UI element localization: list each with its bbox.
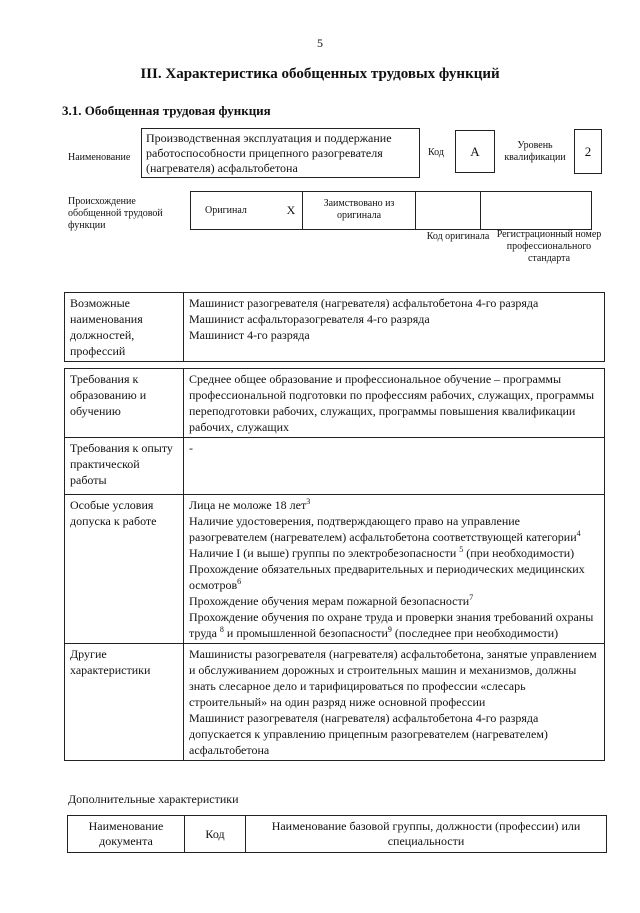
qualification-level-label: Уровень квалификации [504, 140, 566, 163]
special-line: и промышленной безопасности [223, 626, 388, 640]
origin-table [190, 191, 592, 230]
footnote-ref: 9 [387, 625, 392, 634]
additional-col-code: Код [185, 816, 246, 853]
origin-reg-cell [481, 192, 592, 230]
function-name-value: Производственная эксплуатация и поддержание работоспособности прицепного разогревателя (нагревателя) асфальтобетона [141, 128, 420, 178]
origin-reg-caption: Регистрационный номер профессионального стандарта [496, 229, 602, 264]
special-conditions-label: Особые условия допуска к работе [65, 495, 184, 644]
origin-original-mark: X [280, 192, 303, 230]
other-paragraph: Машинист разогревателя (нагревателя) асфальтобетона 4-го разряда допускается к управлению прицепным разогревателем (нагревателем) асфальтобетона [189, 711, 548, 757]
footnote-ref: 5 [459, 545, 464, 554]
special-line: (при необходимости) [463, 546, 575, 560]
experience-label: Требования к опыту практической работы [65, 438, 184, 495]
section-title: III. Характеристика обобщенных трудовых функций [140, 66, 500, 82]
special-line: Наличие I (и выше) группы по электробезопасности [189, 546, 457, 560]
positions-table [64, 292, 605, 362]
footnote-ref: 6 [237, 577, 242, 586]
origin-code-cell [416, 192, 481, 230]
education-value: Среднее общее образование и профессиональное обучение – программы профессиональной подготовки по профессиям рабочих, служащих, программы переподготовки рабочих, служащих, программы повышения квалификации рабочих, служащих [184, 369, 605, 438]
special-line: Прохождение обучения мерам пожарной безопасности [189, 594, 470, 608]
special-line: (последнее при необходимости) [391, 626, 559, 640]
position-line: Машинист разогревателя (нагревателя) асфальтобетона 4-го разряда [189, 296, 539, 310]
origin-code-caption: Код оригинала [426, 231, 490, 242]
origin-label: Происхождение обобщенной трудовой функции [68, 196, 163, 231]
special-conditions-value [184, 495, 605, 644]
additional-col-group: Наименование базовой группы, должности (профессии) или специальности [246, 816, 607, 853]
special-line: Прохождение обучения по охране труда и проверки знания требований охраны труда [189, 610, 594, 640]
position-line: Машинист 4-го разряда [189, 328, 310, 342]
footnote-ref: 4 [576, 529, 581, 538]
function-code-value: A [455, 130, 495, 173]
function-name-label: Наименование [68, 152, 131, 163]
positions-value [184, 293, 605, 362]
position-line: Машинист асфальторазогревателя 4-го разряда [189, 312, 430, 326]
additional-title: Дополнительные характеристики [68, 792, 239, 806]
other-characteristics-label: Другие характеристики [65, 644, 184, 761]
other-characteristics-value [184, 644, 605, 761]
footnote-ref: 7 [469, 593, 474, 602]
experience-value: - [184, 438, 605, 495]
footnote-ref: 3 [306, 497, 311, 506]
additional-col-document: Наименование документа [68, 816, 185, 853]
special-line: Прохождение обязательных предварительных и периодических медицинских осмотров [189, 562, 585, 592]
additional-table [67, 815, 607, 853]
function-code-label: Код [428, 147, 444, 158]
requirements-table [64, 368, 605, 761]
special-line: Наличие удостоверения, подтверждающего право на управление разогревателем (нагревателем) асфальтобетона соответствующей категории [189, 514, 577, 544]
other-paragraph: Машинисты разогревателя (нагревателя) асфальтобетона, занятые управлением и обслуживанием дорожных и строительных машин и механизмов, должны знать слесарное дело и тарифицироваться по профессии «слесарь строительный» на один разряд ниже основной профессии [189, 647, 597, 709]
subsection-title: 3.1. Обобщенная трудовая функция [62, 103, 271, 118]
education-label: Требования к образованию и обучению [65, 369, 184, 438]
origin-original-label: Оригинал [205, 205, 247, 216]
origin-borrowed-label: Заимствовано из оригинала [303, 192, 416, 230]
footnote-ref: 8 [219, 625, 224, 634]
special-line: Лица не моложе 18 лет [189, 498, 307, 512]
positions-label: Возможные наименования должностей, профессий [65, 293, 184, 362]
page-number: 5 [317, 36, 323, 50]
qualification-level-value: 2 [574, 129, 602, 174]
